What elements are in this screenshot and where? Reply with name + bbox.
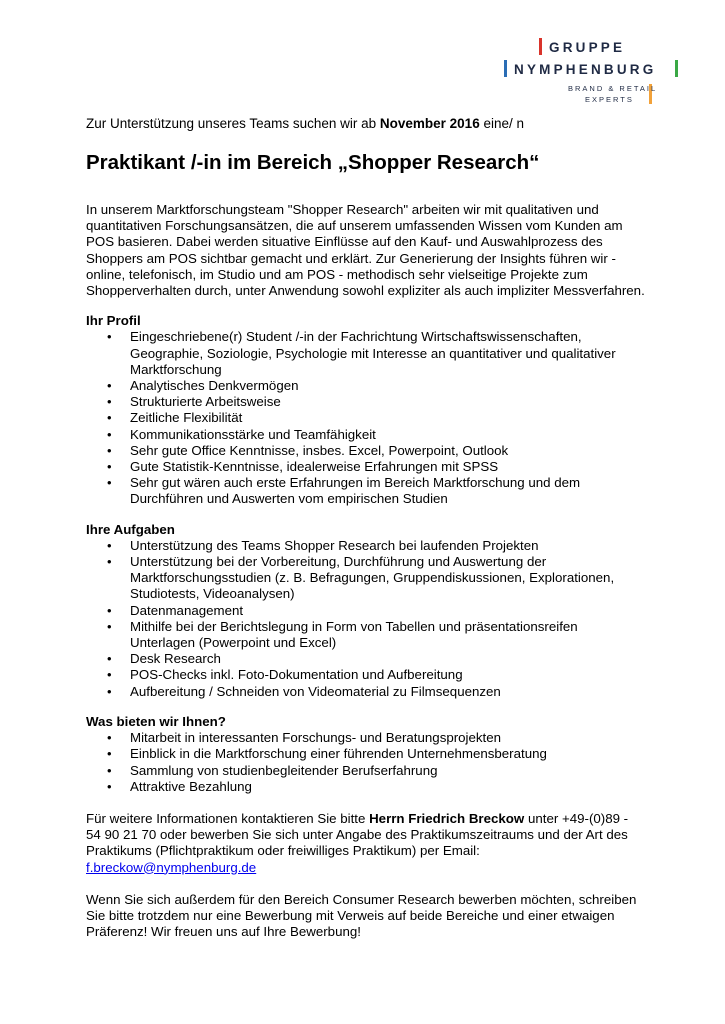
- aufgaben-heading: Ihre Aufgaben: [86, 521, 175, 537]
- contact-name: Herrn Friedrich Breckow: [369, 810, 525, 826]
- intro-line: [86, 116, 646, 132]
- logo-red-bar: [539, 38, 542, 55]
- list-item: • Attraktive Bezahlung: [130, 779, 646, 795]
- intro-suffix: eine/ n: [479, 116, 524, 131]
- job-title: Praktikant /-in im Bereich „Shopper Research“: [86, 151, 540, 174]
- list-item: • Zeitliche Flexibilität: [130, 410, 646, 426]
- list-item: • Sehr gut wären auch erste Erfahrungen im Bereich Marktforschung und dem Durchführen und Auswerten vom empirischen Studien: [130, 475, 646, 507]
- job-description: In unserem Marktforschungsteam "Shopper Research" arbeiten wir mit qualitativen und quantitativen Forschungsansätzen, die auf unserem umfassenden Wissen vom Kunden am POS basieren. Dabei werden situative Einflüsse auf den Kauf- und Auswahlprozess des Shoppers am POS sichtbar gemacht und erklärt. Zur Generierung der Insights führen wir - online, telefonisch, im Studio und am POS - methodisch sehr vielseitige Projekte zum Shopperverhalten durch, unter Anwendung sowohl expliziter als auch impliziter Messverfahren.: [86, 202, 645, 299]
- logo-green-bar: [675, 60, 678, 77]
- list-item: • Sammlung von studienbegleitender Berufserfahrung: [130, 763, 646, 779]
- list-item: • Unterstützung des Teams Shopper Research bei laufenden Projekten: [130, 538, 646, 554]
- list-item: • Mitarbeit in interessanten Forschungs- und Beratungsprojekten: [130, 730, 646, 746]
- list-item: • Analytisches Denkvermögen: [130, 378, 646, 394]
- logo-text-brand-retail: BRAND & RETAIL: [568, 84, 658, 93]
- profil-heading: Ihr Profil: [86, 313, 141, 329]
- list-item: • Einblick in die Marktforschung einer führenden Unternehmensberatung: [130, 746, 646, 762]
- list-item: • Sehr gute Office Kenntnisse, insbes. Excel, Powerpoint, Outlook: [130, 443, 646, 459]
- logo-text-nymphenburg: NYMPHENBURG: [514, 62, 657, 77]
- list-item: • Aufbereitung / Schneiden von Videomaterial zu Filmsequenzen: [130, 684, 646, 700]
- list-item: • POS-Checks inkl. Foto-Dokumentation und Aufbereitung: [130, 667, 646, 683]
- list-item: • Strukturierte Arbeitsweise: [130, 394, 646, 410]
- list-item: • Mithilfe bei der Berichtslegung in Form von Tabellen und präsentationsreifen Unterlagen (Powerpoint und Excel): [130, 619, 646, 651]
- contact-paragraph: [86, 811, 646, 876]
- list-item: • Gute Statistik-Kenntnisse, idealerweise Erfahrungen mit SPSS: [130, 459, 646, 475]
- start-date: November 2016: [379, 116, 480, 131]
- contact-text: Für weitere Informationen kontaktieren Sie bitte: [86, 810, 370, 826]
- angebot-list: [86, 730, 646, 795]
- list-item: • Unterstützung bei der Vorbereitung, Durchführung und Auswertung der Marktforschungsstudien (z. B. Befragungen, Gruppendiskussionen, Explorationen, Studiotests, Videoanalysen): [130, 554, 646, 603]
- logo-text-gruppe: GRUPPE: [549, 40, 626, 55]
- email-link[interactable]: f.breckow@nymphenburg.de: [86, 859, 257, 875]
- profil-list: [86, 329, 646, 507]
- closing-paragraph: Wenn Sie sich außerdem für den Bereich Consumer Research bewerben möchten, schreiben Sie bitte trotzdem nur eine Bewerbung mit Verweis auf beide Bereiche und einer etwaigen Präferenz! Wir freuen uns auf Ihre Bewerbung!: [86, 891, 637, 940]
- angebot-heading: Was bieten wir Ihnen?: [86, 713, 226, 729]
- logo-blue-bar: [504, 60, 507, 77]
- intro-text: Zur Unterstützung unseres Teams suchen wir ab: [86, 116, 380, 131]
- list-item: • Kommunikationsstärke und Teamfähigkeit: [130, 427, 646, 443]
- document-body: [86, 116, 646, 940]
- list-item: • Desk Research: [130, 651, 646, 667]
- contact-details: unter +49-(0)89 - 54 90 21 70 oder bewerben Sie sich unter Angabe des Praktikumszeitraums und der Art des Praktikums (Pflichtpraktikum oder freiwilliges Praktikum) per Email:: [86, 810, 629, 859]
- aufgaben-list: [86, 538, 646, 700]
- list-item: • Datenmanagement: [130, 603, 646, 619]
- list-item: • Eingeschriebene(r) Student /-in der Fachrichtung Wirtschaftswissenschaften, Geographie, Soziologie, Psychologie mit Interesse an quantitativer und qualitativer Marktforschung: [130, 329, 646, 378]
- logo-text-experts: EXPERTS: [585, 95, 634, 104]
